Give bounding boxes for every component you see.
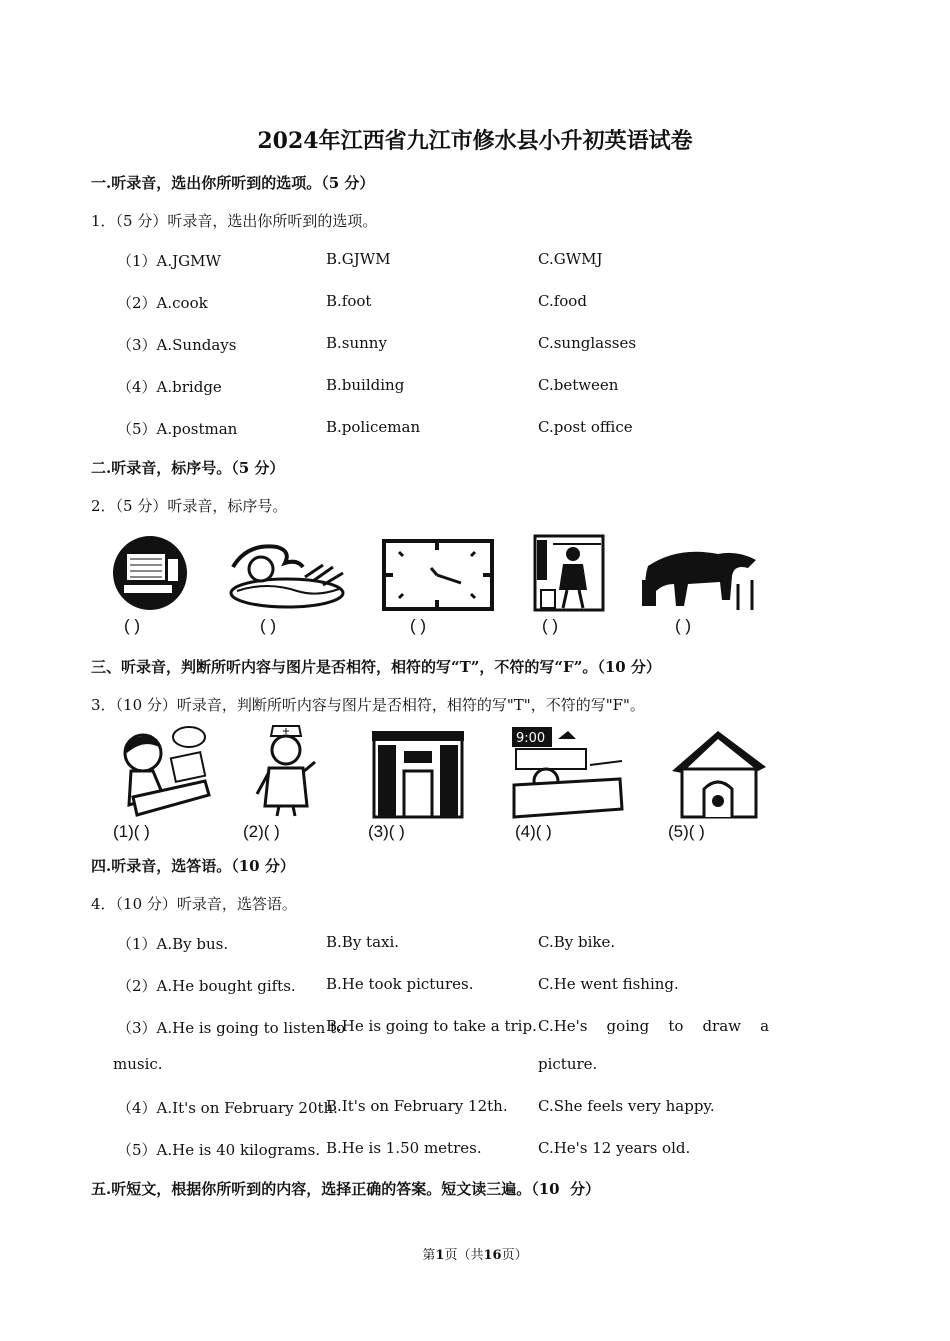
q4-5-c: C.He's 12 years old. [538,1139,691,1157]
q1-2-c: C.food [538,292,587,310]
swimming-picture [227,537,349,611]
footer-post: 页） [501,1248,528,1263]
q4-1-b: B.By taxi. [326,933,400,951]
q4-2-b: B.He took pictures. [326,975,474,993]
section-3-heading: 三、听录音，判断所听内容与图片是否相符，相符的写“T”，不符的写“F”。（10 分） [91,658,661,676]
q2-blank-5[interactable]: ( ) [675,616,692,635]
q2-blank-1[interactable]: ( ) [124,616,141,635]
q1-1-b: B.GJWM [326,250,391,268]
section-1-heading: 一.听录音，选出你所听到的选项。（5 分） [91,174,375,192]
q1-5-a: （5）A.postman [117,420,238,438]
q4-5-a: （5）A.He is 40 kilograms. [117,1141,321,1159]
buffalo-picture [638,540,762,612]
q4-4-b: B.It's on February 12th. [326,1097,508,1115]
q4-2-a: （2）A.He bought gifts. [117,977,296,995]
q1-3-b: B.sunny [326,334,387,352]
section-2-heading: 二.听录音，标序号。（5 分） [91,459,285,477]
q4-3-c-cont: picture. [538,1055,598,1073]
q1-1-c: C.GWMJ [538,250,603,268]
doghouse-picture [668,727,770,821]
q1-4-c: C.between [538,376,619,394]
q3-blank-2[interactable]: (2)( ) [243,822,280,841]
q4-2-c: C.He went fishing. [538,975,679,993]
q1-3-c: C.sunglasses [538,334,637,352]
footer-total-pages: 16 [483,1248,502,1263]
doctor-picture [253,722,319,818]
clock-picture [381,538,495,612]
q2-blank-2[interactable]: ( ) [260,616,277,635]
q3-blank-4[interactable]: (4)( ) [515,822,552,841]
boy-drawing-picture [113,725,211,819]
q1-2-a: （2）A.cook [117,294,208,312]
question-4: 4．（10 分）听录音，选答语。 [91,895,297,913]
page-footer [0,1244,950,1263]
page-title: 2024年江西省九江市修水县小升初英语试卷 [257,128,693,154]
footer-pre: 第 [422,1248,436,1263]
q1-5-b: B.policeman [326,418,421,436]
question-2: 2．（5 分）听录音，标序号。 [91,497,288,515]
q4-4-c: C.She feels very happy. [538,1097,715,1115]
q4-3-a: （3）A.He is going to listen to [117,1019,346,1037]
q4-1-c: C.By bike. [538,933,616,951]
q1-3-a: （3）A.Sundays [117,336,237,354]
section-4-heading: 四.听录音，选答语。（10 分） [91,857,295,875]
footer-page-number: 1 [435,1248,445,1263]
footer-mid: 页（共 [444,1248,484,1263]
q1-2-b: B.foot [326,292,372,310]
question-3: 3．（10 分）听录音，判断所听内容与图片是否相符，相符的写"T"，不符的写"F"。 [91,696,645,714]
q4-4-a: （4）A.It's on February 20th. [117,1099,338,1117]
clock-time-text: 9:00 [516,731,546,746]
q3-blank-1[interactable]: (1)( ) [113,822,150,841]
q1-1-a: （1）A.JGMW [117,252,221,270]
q4-5-b: B.He is 1.50 metres. [326,1139,482,1157]
q3-blank-3[interactable]: (3)( ) [368,822,405,841]
q1-5-c: C.post office [538,418,633,436]
section-5-heading: 五.听短文，根据你所听到的内容，选择正确的答案。短文读三遍。（10 分） [91,1180,601,1198]
q2-blank-4[interactable]: ( ) [542,616,559,635]
q4-3-c: C.He's going to draw a [538,1017,770,1035]
bed-clock-picture [510,725,624,821]
q4-3-b: B.He is going to take a trip. [326,1017,537,1035]
q2-blank-3[interactable]: ( ) [410,616,427,635]
q1-4-a: （4）A.bridge [117,378,222,396]
q3-blank-5[interactable]: (5)( ) [668,822,705,841]
computer-picture [110,533,192,613]
girl-walking-picture [533,534,605,612]
building-gate-picture [370,727,466,819]
q4-3-a-cont: music. [113,1055,163,1073]
q1-4-b: B.building [326,376,405,394]
question-1: 1．（5 分）听录音，选出你所听到的选项。 [91,212,378,230]
q4-1-a: （1）A.By bus. [117,935,229,953]
